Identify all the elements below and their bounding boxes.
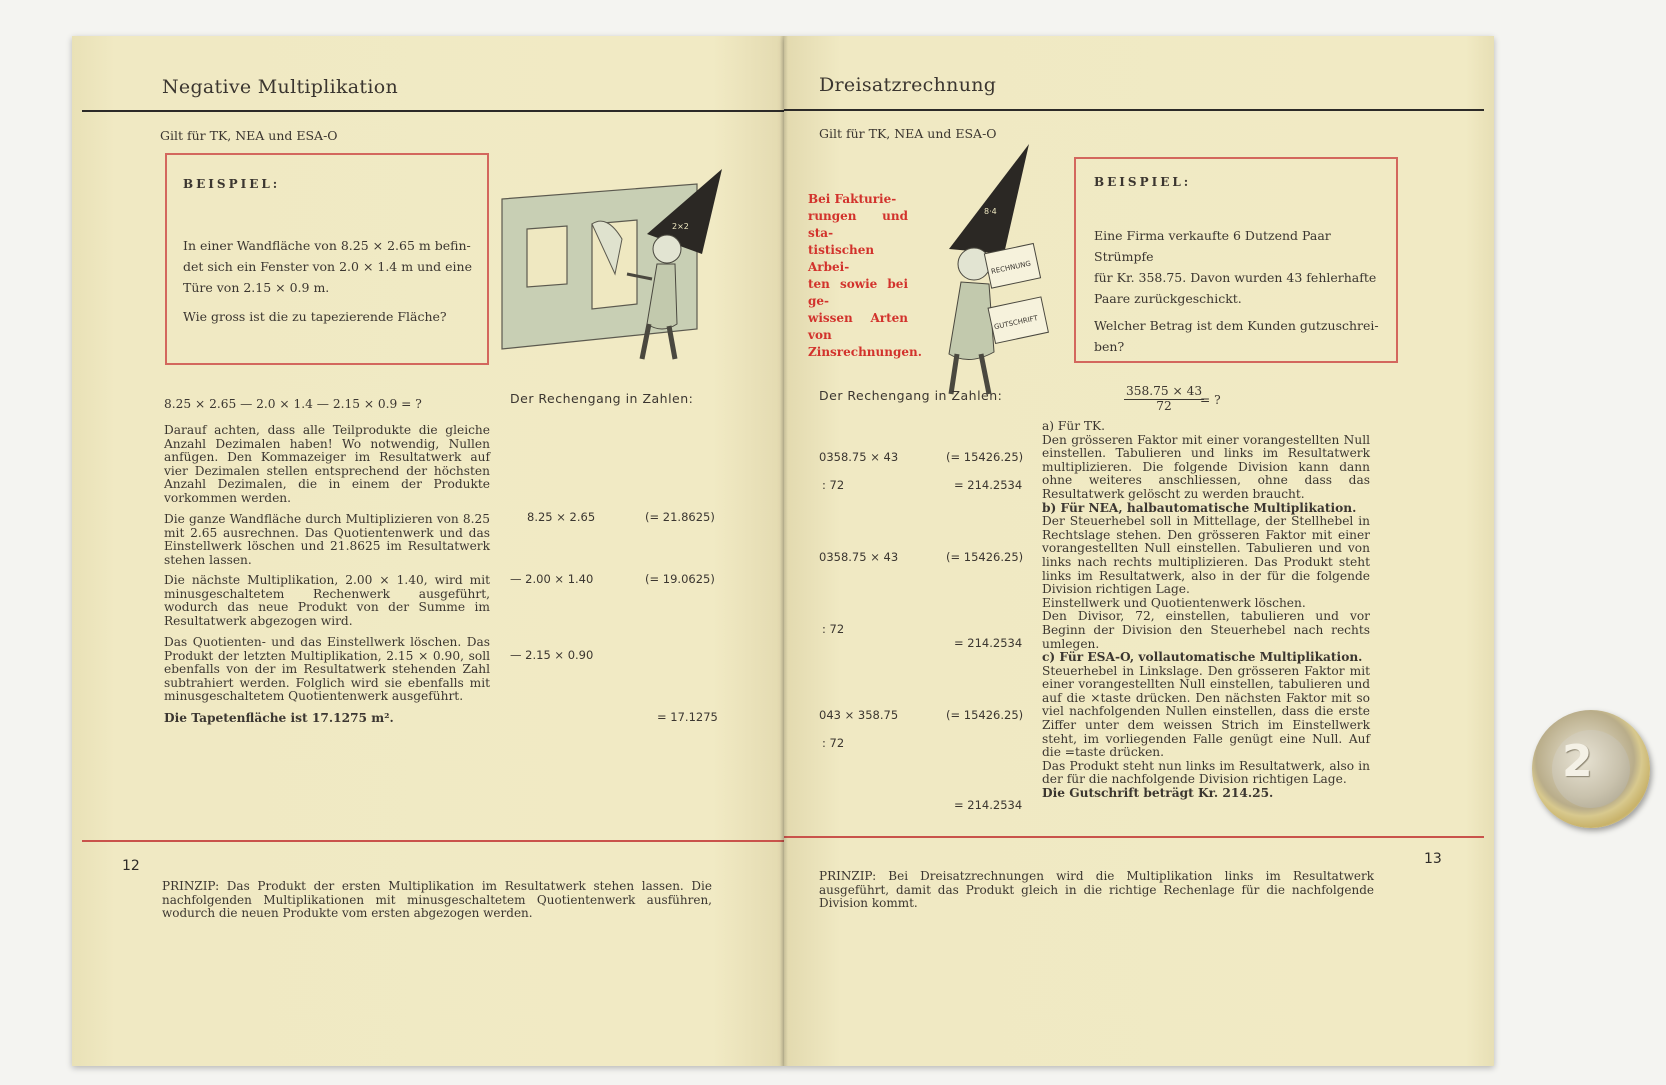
right-page [784,36,1494,1066]
calc-result: (= 19.0625) [645,572,715,586]
paragraph-3: Die nächste Multiplikation, 2.00 × 1.40, wird mit minusgeschaltetem Rechenwerk ausgeführt, wodurch das neue Produkt von der Summe im Resultatwerk abgezogen wird. [164,573,490,628]
paragraph-1: Darauf achten, dass alle Teilprodukte die gleiche Anzahl Dezimalen haben! Wo notwendig, Nullen anfügen. Den Kommazeiger im Resultatwerk auf vier Dezimalen stellen entsprechend der höchsten Anzahl Dezimalen, die in einem der Produkte vorkommen werden. [164,423,490,505]
calc-result: (= 15426.25) [946,450,1024,464]
calc-result: (= 15426.25) [946,708,1024,722]
page-number: 13 [1424,851,1442,867]
two-euro-coin [1532,710,1650,828]
principle-text: PRINZIP: Das Produkt der ersten Multiplikation im Resultatwerk stehen lassen. Die nachfolgenden Multiplikationen mit minusgeschaltetem Quotientenwerk ausführen, wodurch die neuen Produkte vom ersten abgezogen werden. [162,879,712,920]
footer-rule [82,840,784,842]
section-a-text: Den grösseren Faktor mit einer vorangestellten Null einstellen. Tabulieren und links im Resultatwerk multiplizieren. Die folgende Division kann dann ohne weiteres anschliessen, ohne dass das Resultatwerk gelöscht zu werden braucht. [1042,432,1370,501]
invoice-gnome-illustration [909,144,1049,404]
sheet-label: GUTSCHRIFT [993,314,1039,332]
calc-result: = 214.2534 [954,798,1023,812]
calc-expr: — 2.15 × 0.90 [510,648,594,662]
section-c-text: Steuerhebel in Linkslage. Den grösseren Faktor mit einer vorangestellten Null einstellen, tabulieren und auf die ×taste drücken. Den nächsten Faktor mit so viel nachfolgenden Nullen einstellen, dass die erste Ziffer unter dem weissen Strich im Einstellwerk steht, im vorliegenden Falle genügt eine Null. Auf die =taste drücken. [1042,663,1370,760]
fraction: 358.75 × 43 72 [1126,384,1203,413]
calc-expr: 8.25 × 2.65 [527,510,596,524]
svg-text:2×2: 2×2 [672,222,689,231]
svg-text:8·4: 8·4 [984,207,997,216]
coin-denomination: 2 [1562,736,1593,787]
calc-expr: : 72 [822,622,845,636]
example-box [165,153,489,365]
explanation-column [1042,420,1370,801]
page-number: 12 [122,858,140,874]
left-page [72,36,784,1066]
header-rule [784,109,1484,111]
book-gutter [780,36,788,1066]
open-booklet [72,36,1494,1066]
final-result: = 17.1275 [657,710,718,724]
calc-heading: Der Rechengang in Zahlen: [819,388,1003,403]
wallpaper-gnome-illustration [497,144,737,384]
section-c-title: c) Für ESA-O, vollautomatische Multiplikation. [1042,650,1363,665]
principle-text: PRINZIP: Bei Dreisatzrechnungen wird die Multiplikation links im Resultatwerk ausgeführt, damit das Produkt gleich in die richtige Rechenlage für die nachfolgende Division kommt. [819,869,1374,910]
header-rule [82,110,784,112]
equation: 8.25 × 2.65 — 2.0 × 1.4 — 2.15 × 0.9 = ? [164,397,422,411]
calc-result: (= 15426.25) [946,550,1024,564]
fraction-suffix: = ? [1200,393,1221,407]
calc-expr: : 72 [822,478,845,492]
paragraph-2: Die ganze Wandfläche durch Multiplizieren von 8.25 mit 2.65 ausrechnen. Das Quotientenwerk und das Einstellwerk löschen und 21.8625 im Resultatwerk stehen lassen. [164,512,490,567]
footer-rule [784,836,1484,838]
side-note: Bei Fakturie- rungen und sta- tistischen Arbei- ten sowie bei ge- wissen Arten von Zinsrechnungen. [808,192,922,359]
example-text: Eine Firma verkaufte 6 Dutzend Paar Strümpfe für Kr. 358.75. Davon wurden 43 fehlerhafte Paare zurückgeschickt. Welcher Betrag ist dem Kunden gutzuschrei- ben? [1094,228,1379,354]
section-b-title: b) Für NEA, halbautomatische Multiplikation. [1042,500,1357,515]
calc-result: (= 21.8625) [645,510,715,524]
calc-result: = 214.2534 [954,478,1023,492]
section-b-text-3: Den Divisor, 72, einstellen, tabulieren und vor Beginn der Division den Steuerhebel nach rechts umlegen. [1042,609,1370,651]
example-text: In einer Wandfläche von 8.25 × 2.65 m befin- det sich ein Fenster von 2.0 × 1.4 m und eine Türe von 2.15 × 0.9 m. Wie gross ist die zu tapezierende Fläche? [183,238,472,324]
section-b-text: Der Steuerhebel soll in Mittellage, der Stellhebel in Rechtslage stehen. Den grösseren Faktor mit einer vorangestellten Null einstellen. Tabulieren und von links nach rechts multiplizieren. Das Produkt steht links im Resultatwerk, also in der für die folgende Division richtigen Lage. [1042,514,1370,597]
example-label: BEISPIEL: [183,177,281,191]
applies-to-label: Gilt für TK, NEA und ESA-O [819,126,997,141]
page-title: Negative Multiplikation [162,76,399,98]
calc-expr: — 2.00 × 1.40 [510,572,594,586]
example-label: BEISPIEL: [1094,175,1192,189]
calc-expr: 0358.75 × 43 [819,550,899,564]
section-a-title: a) Für TK. [1042,419,1106,433]
section-c-text-2: Das Produkt steht nun links im Resultatwerk, also in der für die nachfolgende Division richtigen Lage. [1042,758,1370,787]
page-title: Dreisatzrechnung [819,74,997,96]
calc-expr: 043 × 358.75 [819,708,899,722]
section-b-text-2: Einstellwerk und Quotientenwerk löschen. [1042,595,1306,610]
conclusion: Die Tapetenfläche ist 17.1275 m². [164,711,394,725]
applies-to-label: Gilt für TK, NEA und ESA-O [160,128,338,143]
calc-heading: Der Rechengang in Zahlen: [510,391,694,406]
example-box [1074,157,1398,363]
calc-result: = 214.2534 [954,636,1023,650]
paragraph-4: Das Quotienten- und das Einstellwerk löschen. Das Produkt der letzten Multiplikation, 2.15 × 0.90, soll ebenfalls von der im Resultatwerk stehenden Zahl subtrahiert werden. Folglich wird sie ebenfalls mit minusgeschaltetem Quotientenwerk ausgeführt. [164,635,490,704]
calc-expr: 0358.75 × 43 [819,450,899,464]
sheet-label: RECHNUNG [990,259,1032,276]
conclusion: Die Gutschrift beträgt Kr. 214.25. [1042,786,1274,801]
calc-expr: : 72 [822,736,845,750]
